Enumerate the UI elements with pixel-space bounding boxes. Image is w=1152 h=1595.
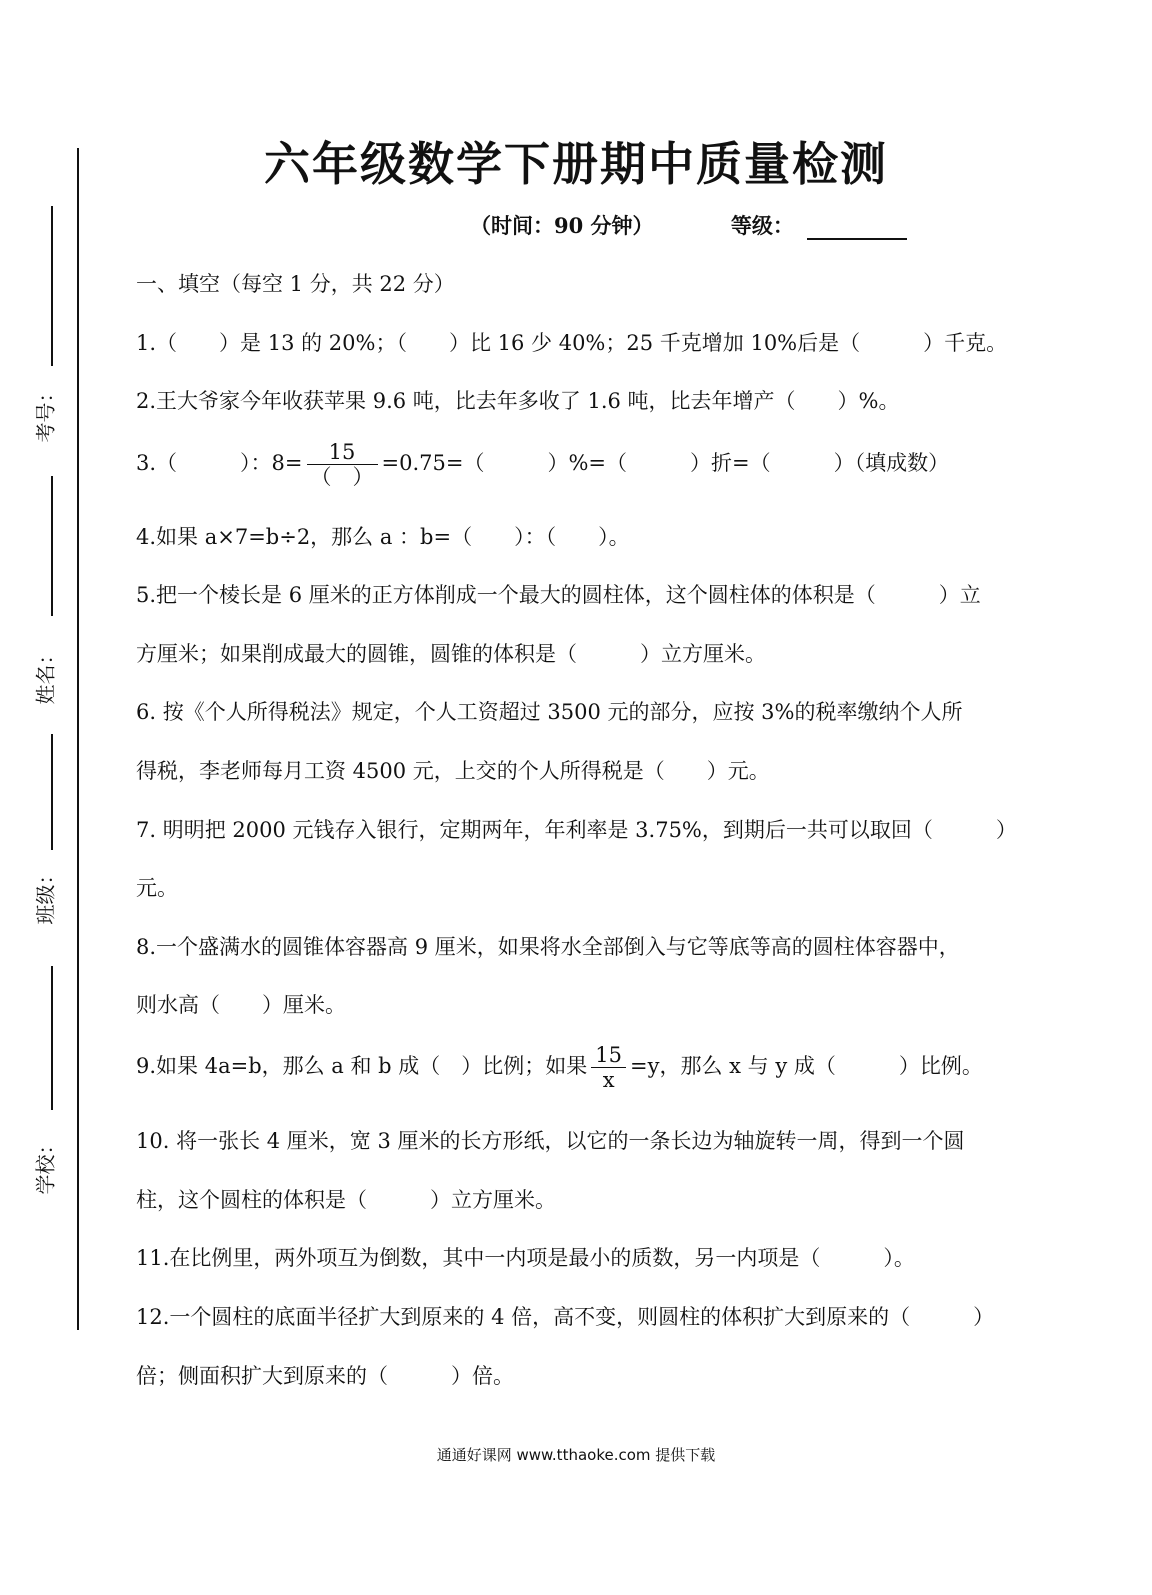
question-3-part-b: =0.75=（ ）%=（ ）折=（ ）（填成数） xyxy=(381,451,950,475)
fraction-denominator: x xyxy=(602,1068,615,1092)
fraction-numerator: 15 xyxy=(307,440,378,465)
question-6-line-2: 得税，李老师每月工资 4500 元，上交的个人所得税是（ ）元。 xyxy=(136,759,770,783)
exam-number-label: 考号： xyxy=(33,382,58,443)
question-3-fraction xyxy=(307,440,378,489)
question-8-line-2: 则水高（ ）厘米。 xyxy=(136,993,346,1017)
class-label: 班级： xyxy=(33,864,58,925)
fraction-denominator: （ ） xyxy=(310,465,374,489)
question-3 xyxy=(136,440,949,489)
school-line xyxy=(51,966,53,1110)
page-title: 六年级数学下册期中质量检测 xyxy=(264,137,888,191)
fraction-numerator: 15 xyxy=(591,1043,626,1068)
question-10-line-2: 柱，这个圆柱的体积是（ ）立方厘米。 xyxy=(136,1188,556,1212)
question-12-line-2: 倍；侧面积扩大到原来的（ ）倍。 xyxy=(136,1364,514,1388)
question-5-line-1: 5.把一个棱长是 6 厘米的正方体削成一个最大的圆柱体，这个圆柱体的体积是（ ）立 xyxy=(136,583,981,607)
exam-number-line xyxy=(51,206,53,366)
footer-credit: 通通好课网 www.tthaoke.com 提供下载 xyxy=(436,1446,716,1464)
question-3-part-a: 3.（ ）：8= xyxy=(136,451,303,475)
question-7-line-1: 7. 明明把 2000 元钱存入银行，定期两年，年利率是 3.75%，到期后一共可以取回（ ） xyxy=(136,818,1017,842)
grade-blank[interactable] xyxy=(807,218,907,240)
question-12-line-1: 12.一个圆柱的底面半径扩大到原来的 4 倍，高不变，则圆柱的体积扩大到原来的（ ） xyxy=(136,1305,995,1329)
school-label: 学校： xyxy=(33,1134,58,1195)
question-1: 1.（ ）是 13 的 20%；（ ）比 16 少 40%；25 千克增加 10%后是（ ）千克。 xyxy=(136,331,1008,355)
question-11: 11.在比例里，两外项互为倒数，其中一内项是最小的质数，另一内项是（ ）。 xyxy=(136,1246,915,1270)
question-9-part-b: =y，那么 x 与 y 成（ ）比例。 xyxy=(630,1054,983,1078)
grade-label: 等级： xyxy=(730,213,794,238)
question-6-line-1: 6. 按《个人所得税法》规定，个人工资超过 3500 元的部分，应按 3%的税率缴纳个人所 xyxy=(136,700,963,724)
binding-line xyxy=(77,148,79,1330)
exam-info xyxy=(470,210,907,240)
question-9-fraction xyxy=(591,1043,626,1092)
time-label: （时间：90 分钟） xyxy=(470,213,654,238)
question-2: 2.王大爷家今年收获苹果 9.6 吨，比去年多收了 1.6 吨，比去年增产（ ）%。 xyxy=(136,389,900,413)
name-label: 姓名： xyxy=(33,644,58,705)
question-9-part-a: 9.如果 4a=b，那么 a 和 b 成（ ）比例；如果 xyxy=(136,1054,588,1078)
class-line xyxy=(51,734,53,850)
question-5-line-2: 方厘米；如果削成最大的圆锥，圆锥的体积是（ ）立方厘米。 xyxy=(136,642,766,666)
name-line xyxy=(51,476,53,616)
section-heading: 一、填空（每空 1 分，共 22 分） xyxy=(136,272,455,296)
question-9 xyxy=(136,1043,983,1092)
question-7-line-2: 元。 xyxy=(136,876,178,900)
question-8-line-1: 8.一个盛满水的圆锥体容器高 9 厘米，如果将水全部倒入与它等底等高的圆柱体容器中， xyxy=(136,935,960,959)
question-10-line-1: 10. 将一张长 4 厘米，宽 3 厘米的长方形纸，以它的一条长边为轴旋转一周，得到一个圆 xyxy=(136,1129,965,1153)
question-4: 4.如果 a×7=b÷2，那么 a ：b=（ ）：（ ）。 xyxy=(136,525,630,549)
